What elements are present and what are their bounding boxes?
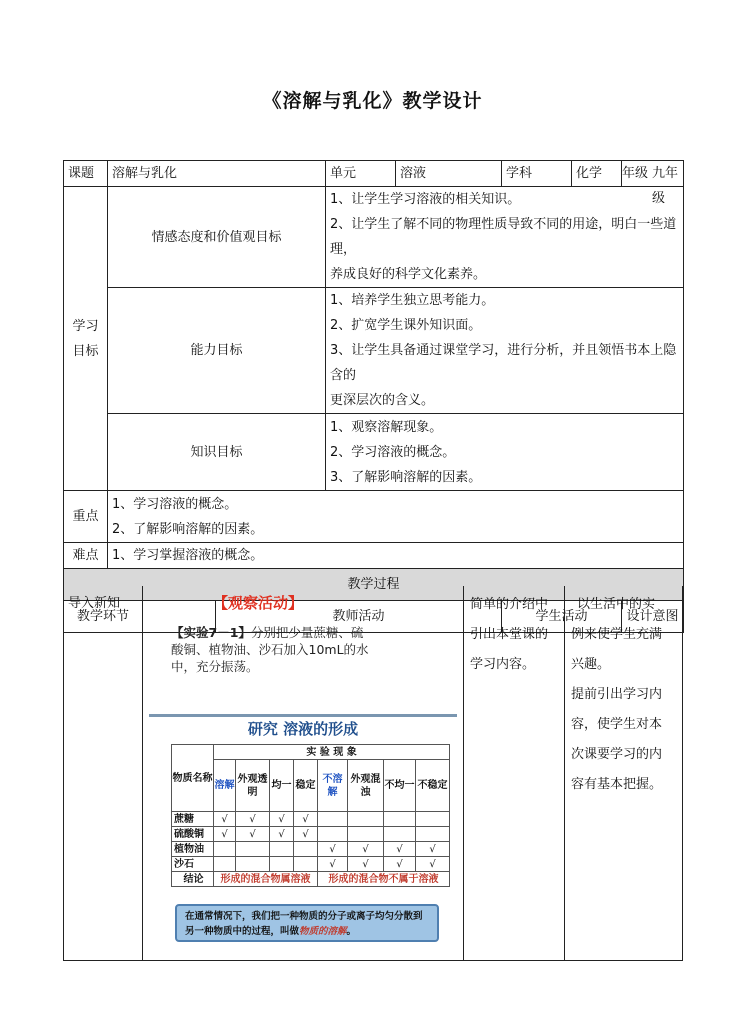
- col-header: 溶解: [214, 760, 236, 812]
- col-header: 不溶解: [318, 760, 348, 812]
- mark: [384, 812, 416, 827]
- difficult-points-label: 难点: [64, 543, 108, 569]
- mark: [270, 842, 294, 857]
- mark: [214, 842, 236, 857]
- mark: [318, 827, 348, 842]
- mark: [348, 827, 384, 842]
- objective-line: 2、扩宽学生课外知识面。: [330, 318, 482, 333]
- mark: [236, 857, 270, 872]
- key-points-label: 重点: [64, 491, 108, 543]
- teacher-activity-cell: [143, 586, 464, 960]
- objective-line: 1、让学生学习溶液的相关知识。: [330, 192, 521, 207]
- slide-title: 研究 溶液的形成: [247, 720, 359, 738]
- key-point-line: 1、学习溶液的概念。: [112, 496, 238, 512]
- mark: [236, 842, 270, 857]
- objective-line: 2、学习溶液的概念。: [330, 444, 456, 460]
- key-point-line: 2、了解影响溶解的因素。: [112, 521, 264, 537]
- mark: √: [270, 827, 294, 842]
- objective-line: 3、让学生具备通过课堂学习，进行分析，并且领悟书本上隐含的: [330, 343, 677, 383]
- process-title: 教学过程: [64, 569, 684, 601]
- intent-line: 以生活中的实: [577, 597, 656, 612]
- substance-name: 植物油: [172, 842, 214, 857]
- header-row: [64, 161, 684, 187]
- col-header: 不稳定: [416, 760, 450, 812]
- grade-value: 九年级: [652, 166, 679, 206]
- grade-label: 年级: [622, 166, 649, 181]
- intent-line: 例来使学生充满: [571, 627, 663, 642]
- col-header: 外观透明: [236, 760, 270, 812]
- observation-table: [171, 744, 450, 887]
- objective-lines: [326, 288, 684, 414]
- objective-row-ability: [64, 288, 684, 414]
- objective-line: 1、培养学生独立思考能力。: [330, 293, 495, 308]
- mark: √: [236, 827, 270, 842]
- mark: [416, 812, 450, 827]
- mark: √: [416, 842, 450, 857]
- substance-name: 沙石: [172, 857, 214, 872]
- course-label: 课题: [64, 161, 108, 187]
- mark: √: [348, 842, 384, 857]
- observation-group-header: 实 验 现 象: [214, 745, 450, 760]
- key-points-row: [64, 491, 684, 543]
- table-row: [172, 842, 450, 857]
- definition-suffix: 。: [346, 926, 357, 937]
- col-header: 均一: [270, 760, 294, 812]
- mark: √: [270, 812, 294, 827]
- conclusion-row: [172, 872, 450, 887]
- intent-line: 提前引出学习内: [571, 687, 663, 702]
- subject-label: 学科: [502, 161, 572, 187]
- objectives-label: [64, 187, 108, 491]
- mark: √: [214, 827, 236, 842]
- intent-line: 容，使学生对本: [571, 717, 663, 732]
- mark: [348, 812, 384, 827]
- mark: [270, 857, 294, 872]
- col-header: 稳定: [294, 760, 318, 812]
- stage-cell: [64, 586, 143, 960]
- objective-line: 2、让学生了解不同的物理性质导致不同的用途，明白一些道理，: [330, 217, 677, 257]
- student-line: 学习内容。: [470, 657, 536, 672]
- key-points-lines: [108, 491, 684, 543]
- objectives-label-line2: 目标: [72, 343, 99, 359]
- conclusion-left: 形成的混合物属溶液: [214, 872, 318, 887]
- slide-top-bar: [149, 714, 457, 717]
- conclusion-right: 形成的混合物不属于溶液: [318, 872, 450, 887]
- table-row: [172, 827, 450, 842]
- substance-name: 蔗糖: [172, 812, 214, 827]
- definition-term: 物质的溶解: [299, 926, 347, 937]
- mark: [294, 857, 318, 872]
- mark: √: [214, 812, 236, 827]
- mark: √: [416, 857, 450, 872]
- intent-line: 容有基本把握。: [571, 777, 663, 792]
- process-col-intent: 设计意图: [622, 601, 684, 633]
- mark: √: [384, 857, 416, 872]
- table-row: [172, 857, 450, 872]
- intent-line: 兴趣。: [571, 657, 611, 672]
- mark: √: [348, 857, 384, 872]
- experiment-slide: [149, 714, 457, 959]
- experiment-text: 分别把少量蔗糖、硫酸铜、植物油、沙石加入10mL的水中，充分振荡。: [171, 625, 369, 674]
- mark: [384, 827, 416, 842]
- objectives-label-line1: 学习: [72, 318, 99, 334]
- mark: √: [318, 842, 348, 857]
- col-stage-label: 教学环节: [64, 601, 143, 632]
- observe-heading: 【观察活动】: [213, 594, 304, 612]
- stage-label: 导入新知: [68, 596, 121, 611]
- objective-name: 情感态度和价值观目标: [108, 187, 326, 288]
- mark: √: [384, 842, 416, 857]
- experiment-label: 【实验7－1】: [171, 625, 251, 640]
- objective-lines: [326, 187, 684, 288]
- process-col-student: 学生活动: [502, 601, 622, 633]
- experiment-description: [171, 624, 371, 675]
- table-row: [172, 812, 450, 827]
- mark: [318, 812, 348, 827]
- difficult-points-row: [64, 543, 684, 569]
- unit-label: 单元: [326, 161, 396, 187]
- objective-line: 1、观察溶解现象。: [330, 419, 443, 435]
- grade-cell: [622, 161, 684, 206]
- process-col-teacher: 教师活动: [216, 601, 502, 633]
- objective-line: 更深层次的含义。: [330, 393, 435, 408]
- conclusion-label: 结论: [172, 872, 214, 887]
- student-activity-cell: [464, 586, 565, 960]
- difficult-point-line: 1、学习掌握溶液的概念。: [108, 543, 684, 569]
- process-row: [63, 586, 683, 961]
- substance-header: 物质名称: [172, 745, 214, 812]
- definition-banner: [175, 904, 439, 942]
- design-intent-cell: [565, 586, 682, 960]
- lesson-plan-table: [63, 160, 684, 633]
- mark: [214, 857, 236, 872]
- col-header: 不均一: [384, 760, 416, 812]
- mark: √: [294, 827, 318, 842]
- document-title: 《溶解与乳化》教学设计: [262, 90, 483, 112]
- objective-name: 知识目标: [108, 414, 326, 491]
- mark: √: [294, 812, 318, 827]
- objective-row-knowledge: [64, 414, 684, 491]
- mark: √: [318, 857, 348, 872]
- mark: √: [236, 812, 270, 827]
- objective-line: 养成良好的科学文化素养。: [330, 267, 487, 282]
- substance-name: 硫酸铜: [172, 827, 214, 842]
- objective-line: 3、了解影响溶解的因素。: [330, 469, 482, 485]
- course-value: 溶解与乳化: [108, 161, 326, 187]
- unit-value: 溶液: [396, 161, 502, 187]
- student-line: 引出本堂课的: [470, 627, 549, 642]
- student-line: 简单的介绍中: [470, 597, 549, 612]
- mark: [416, 827, 450, 842]
- col-header: 外观混浊: [348, 760, 384, 812]
- objective-row-emotion: [64, 187, 684, 288]
- subject-value: 化学: [572, 161, 622, 187]
- mark: [294, 842, 318, 857]
- objective-lines: [326, 414, 684, 491]
- definition-prefix: 在通常情况下，我们把一种物质的分子或离子均匀分散到另一种物质中的过程，叫做: [185, 911, 423, 937]
- intent-line: 次课要学习的内: [571, 747, 663, 762]
- objective-name: 能力目标: [108, 288, 326, 414]
